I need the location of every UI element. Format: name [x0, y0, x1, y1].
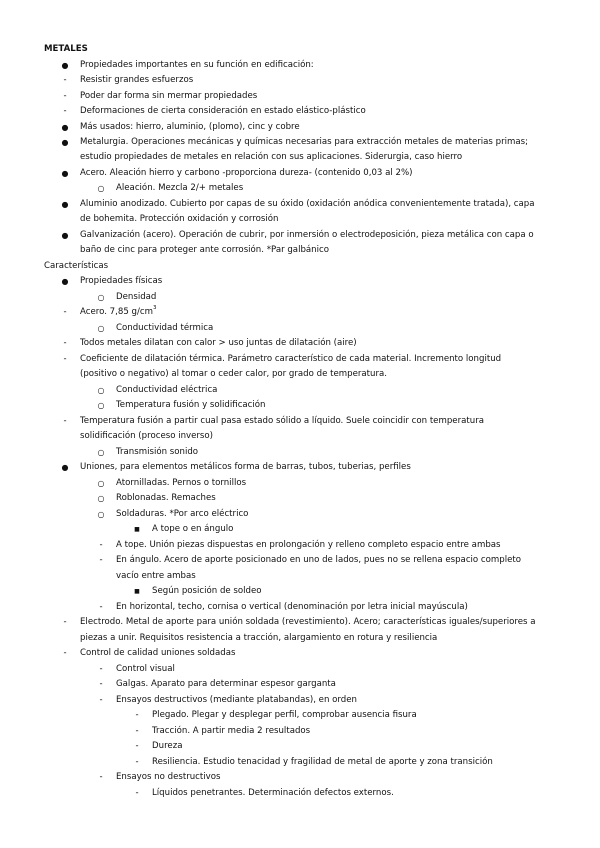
- bullet-dash: -: [63, 338, 67, 348]
- bullet-dash: -: [135, 757, 139, 767]
- list-item-continuation: baño de cinc para proteger ante corrosión. *Par galbánico: [80, 245, 329, 255]
- bullet-dash: -: [63, 75, 67, 85]
- list-item: En ángulo. Acero de aporte posicionado en uno de lados, pues no se rellena espacio completo: [116, 555, 522, 565]
- bullet-circle: ○: [97, 324, 105, 333]
- bullet-circle: ○: [97, 386, 105, 395]
- list-item: En horizontal, techo, cornisa o vertical (denominación por letra inicial mayúscula): [116, 602, 468, 612]
- list-item: A tope. Unión piezas dispuestas en prolongación y relleno completo espacio entre ambas: [116, 540, 501, 550]
- bullet-disc: ●: [61, 200, 69, 209]
- list-item-continuation: estudio propiedades de metales en relación con sus aplicaciones. Siderurgia, caso hierro: [80, 152, 463, 162]
- list-item: Propiedades importantes en su función en edificación:: [80, 60, 314, 70]
- list-item: Metalurgia. Operaciones mecánicas y químicas necesarias para extracción metales de materias primas;: [80, 137, 529, 147]
- list-item: Dureza: [152, 741, 183, 751]
- list-item: Según posición de soldeo: [152, 586, 262, 596]
- list-item: Más usados: hierro, aluminio, (plomo), cinc y cobre: [80, 122, 300, 132]
- list-item: Transmisión sonido: [116, 447, 199, 457]
- bullet-dash: -: [99, 695, 103, 705]
- bullet-circle: ○: [97, 401, 105, 410]
- bullet-dash: -: [99, 679, 103, 689]
- page-title: METALES: [44, 44, 88, 54]
- bullet-dash: -: [135, 726, 139, 736]
- bullet-circle: ○: [97, 448, 105, 457]
- list-item: Control de calidad uniones soldadas: [80, 648, 236, 658]
- section-heading: Características: [44, 261, 109, 271]
- bullet-dash: -: [63, 354, 67, 364]
- list-item: Resistir grandes esfuerzos: [80, 75, 194, 85]
- list-item: Todos metales dilatan con calor > uso juntas de dilatación (aire): [80, 338, 357, 348]
- bullet-circle: ○: [97, 184, 105, 193]
- list-item: Roblonadas. Remaches: [116, 493, 216, 503]
- list-item: Galvanización (acero). Operación de cubrir, por inmersión o electrodeposición, pieza metálica con capa o: [80, 230, 534, 240]
- bullet-circle: ○: [97, 494, 105, 503]
- list-item: Electrodo. Metal de aporte para unión soldada (revestimiento). Acero; características iguales/superiores a: [80, 617, 536, 627]
- bullet-dash: -: [63, 648, 67, 658]
- bullet-dash: -: [99, 772, 103, 782]
- bullet-dash: -: [63, 91, 67, 101]
- list-item: Plegado. Plegar y desplegar perfil, comprobar ausencia fisura: [152, 710, 417, 720]
- bullet-dash: -: [135, 710, 139, 720]
- list-item: Deformaciones de cierta consideración en estado elástico-plástico: [80, 106, 366, 116]
- bullet-disc: ●: [61, 61, 69, 70]
- bullet-dash: -: [63, 416, 67, 426]
- bullet-disc: ●: [61, 138, 69, 147]
- list-item: Acero. Aleación hierro y carbono -proporciona dureza- (contenido 0,03 al 2%): [80, 168, 413, 178]
- list-item-continuation: solidificación (proceso inverso): [80, 431, 214, 441]
- list-item: Conductividad térmica: [116, 323, 214, 333]
- list-item: Conductividad eléctrica: [116, 385, 218, 395]
- list-item: Temperatura fusión a partir cual pasa estado sólido a líquido. Suele coincidir con temperatura: [80, 416, 485, 426]
- list-item: [80, 305, 156, 320]
- acero-density: Acero. 7,85 g/cm: [80, 307, 153, 317]
- bullet-disc: ●: [61, 463, 69, 472]
- list-item-continuation: (positivo o negativo) al tomar o ceder calor, por grado de temperatura.: [80, 369, 388, 379]
- bullet-dash: -: [99, 602, 103, 612]
- list-item: A tope o en ángulo: [152, 524, 234, 534]
- list-item: Atornilladas. Pernos o tornillos: [116, 478, 247, 488]
- bullet-square: ■: [134, 588, 140, 595]
- bullet-disc: ●: [61, 169, 69, 178]
- list-item: Ensayos destructivos (mediante platabandas), en orden: [116, 695, 357, 705]
- list-item: Coeficiente de dilatación térmica. Parámetro característico de cada material. Incremento longitud: [80, 354, 502, 364]
- list-item: Temperatura fusión y solidificación: [116, 400, 266, 410]
- list-item: Aluminio anodizado. Cubierto por capas de su óxido (oxidación anódica convenientemente tratada), capa: [80, 199, 535, 209]
- list-item: Uniones, para elementos metálicos forma de barras, tubos, tuberias, perfiles: [80, 462, 411, 472]
- list-item: Control visual: [116, 664, 175, 674]
- list-item: Galgas. Aparato para determinar espesor garganta: [116, 679, 336, 689]
- bullet-circle: ○: [97, 293, 105, 302]
- bullet-circle: ○: [97, 510, 105, 519]
- list-item: Aleación. Mezcla 2/+ metales: [116, 183, 244, 193]
- bullet-dash: -: [63, 617, 67, 627]
- list-item: Propiedades físicas: [80, 276, 163, 286]
- list-item-continuation: vacío entre ambas: [116, 571, 196, 581]
- bullet-dash: -: [135, 741, 139, 751]
- bullet-dash: -: [99, 555, 103, 565]
- list-item: Poder dar forma sin mermar propiedades: [80, 91, 258, 101]
- bullet-dash: -: [135, 788, 139, 798]
- bullet-disc: ●: [61, 231, 69, 240]
- list-item-continuation: piezas a unir. Requisitos resistencia a tracción, alargamiento en rotura y resiliencia: [80, 633, 438, 643]
- list-item: Tracción. A partir media 2 resultados: [152, 726, 311, 736]
- bullet-dash: -: [63, 307, 67, 317]
- list-item: Resiliencia. Estudio tenacidad y fragilidad de metal de aporte y zona transición: [152, 757, 493, 767]
- bullet-dash: -: [63, 106, 67, 116]
- bullet-dash: -: [99, 664, 103, 674]
- list-item: Soldaduras. *Por arco eléctrico: [116, 509, 249, 519]
- bullet-disc: ●: [61, 123, 69, 132]
- bullet-circle: ○: [97, 479, 105, 488]
- list-item-continuation: de bohemita. Protección oxidación y corrosión: [80, 214, 279, 224]
- cubed-superscript: 3: [152, 305, 157, 312]
- list-item: Ensayos no destructivos: [116, 772, 221, 782]
- bullet-disc: ●: [61, 277, 69, 286]
- list-item: Densidad: [116, 292, 157, 302]
- list-item: Líquidos penetrantes. Determinación defectos externos.: [152, 788, 394, 798]
- bullet-square: ■: [134, 526, 140, 533]
- bullet-dash: -: [99, 540, 103, 550]
